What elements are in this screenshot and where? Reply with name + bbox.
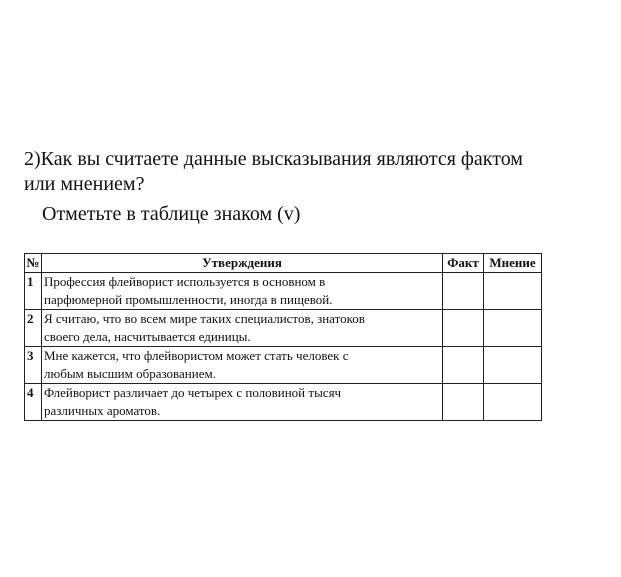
opinion-checkbox-cell[interactable] bbox=[484, 384, 542, 421]
row-number: 4 bbox=[25, 384, 42, 421]
statement-cell bbox=[42, 310, 443, 347]
statement-line: своего дела, насчитывается единицы. bbox=[44, 329, 251, 344]
question-text bbox=[24, 147, 604, 197]
row-number: 2 bbox=[25, 310, 42, 347]
header-statements: Утверждения bbox=[42, 254, 443, 273]
row-number: 1 bbox=[25, 273, 42, 310]
opinion-checkbox-cell[interactable] bbox=[484, 347, 542, 384]
table-header-row bbox=[25, 254, 542, 273]
table-row bbox=[25, 310, 542, 347]
statement-cell bbox=[42, 384, 443, 421]
statement-cell bbox=[42, 273, 443, 310]
header-fact: Факт bbox=[443, 254, 484, 273]
question-line-1: 2)Как вы считаете данные высказывания являются фактом bbox=[24, 148, 523, 170]
fact-checkbox-cell[interactable] bbox=[443, 273, 484, 310]
row-number: 3 bbox=[25, 347, 42, 384]
statements-table bbox=[24, 253, 542, 421]
header-opinion: Мнение bbox=[484, 254, 542, 273]
statement-line: Флейворист различает до четырех с половиной тысяч bbox=[44, 385, 342, 400]
question-line-2: или мнением? bbox=[24, 173, 145, 195]
statement-line: Я считаю, что во всем мире таких специалистов, знатоков bbox=[44, 311, 365, 326]
table-row bbox=[25, 347, 542, 384]
statement-line: парфюмерной промышленности, иногда в пищевой. bbox=[44, 292, 333, 307]
instruction-text: Отметьте в таблице знаком (v) bbox=[42, 203, 301, 225]
statement-line: Профессия флейворист используется в основном в bbox=[44, 274, 326, 289]
statement-line: любым высшим образованием. bbox=[44, 366, 216, 381]
fact-checkbox-cell[interactable] bbox=[443, 347, 484, 384]
opinion-checkbox-cell[interactable] bbox=[484, 310, 542, 347]
statement-cell bbox=[42, 347, 443, 384]
opinion-checkbox-cell[interactable] bbox=[484, 273, 542, 310]
table-row bbox=[25, 273, 542, 310]
fact-checkbox-cell[interactable] bbox=[443, 310, 484, 347]
statement-line: Мне кажется, что флейвористом может стать человек с bbox=[44, 348, 349, 363]
header-number: № bbox=[25, 254, 42, 273]
statement-line: различных ароматов. bbox=[44, 403, 161, 418]
fact-checkbox-cell[interactable] bbox=[443, 384, 484, 421]
table-row bbox=[25, 384, 542, 421]
